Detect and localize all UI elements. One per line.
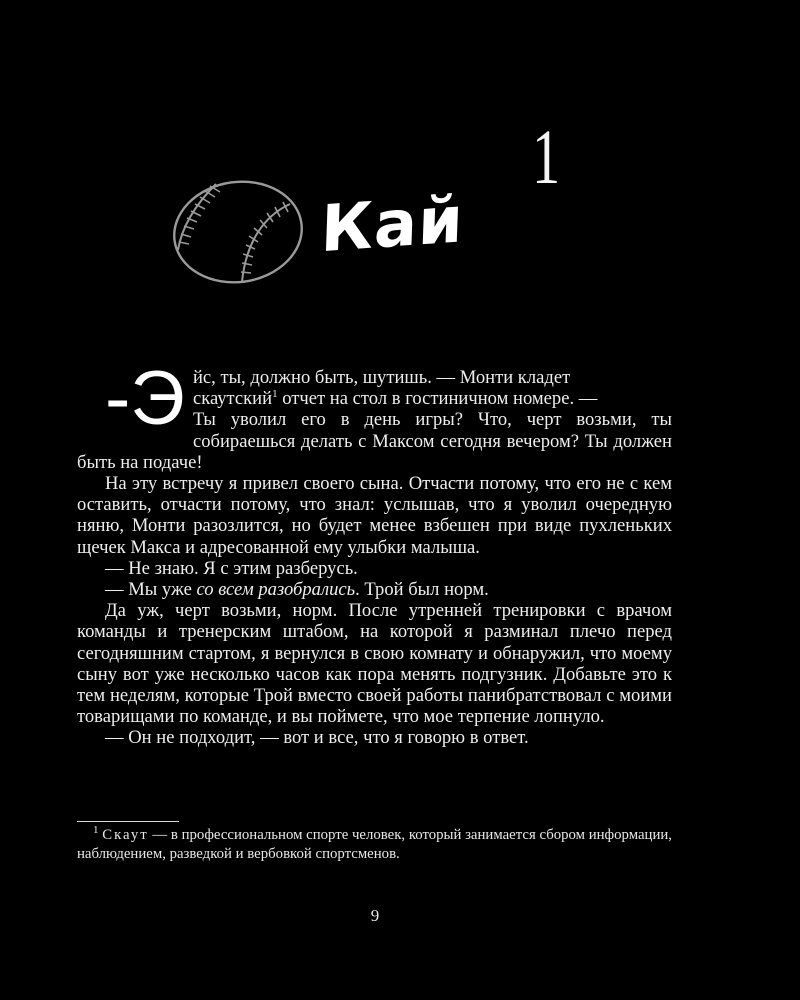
paragraph-6: — Он не подходит, — вот и все, что я говорю в ответ.	[105, 727, 529, 749]
paragraph-1-line-1: йс, ты, должно быть, шутишь. — Монти кладет	[192, 367, 571, 388]
page-number: 9	[370, 906, 380, 925]
chapter-title: Кай	[319, 182, 466, 268]
paragraph-4-before: — Мы уже	[105, 579, 197, 601]
paragraph-5: Да уж, черт возьми, норм. После утренней тренировки с врачом команды и тренерским штабом, на которой я разминал плечо перед сегодняшним стартом, я вернулся в свою комнату и обнаружил, что моему сыну вот уже несколько часов как пора менять подгузник. Добавьте это к тем неделям, которые Трой вместо своей работы панибратствовал с моими товарищами по команде, и вы поймете, что мое терпение лопнуло.	[77, 600, 672, 728]
paragraph-4-italic: со всем разобрались	[196, 579, 356, 601]
paragraph-1-rest: собираешься делать с Максом сегодня вечером? Ты должен быть на подаче!	[77, 430, 672, 473]
paragraph-1-line-2a: скаутский	[192, 388, 273, 410]
paragraph-2: На эту встречу я привел своего сына. Отчасти потому, что его не с кем оставить, отчасти потому, что знал: услышав, что я уволил очередную няню, Монти разозлится, но будет менее взбешен при виде пухленьких щечек Макса и адресованной ему улыбки малыша.	[77, 473, 672, 558]
footnote	[77, 826, 672, 864]
footnote-marker: 1	[272, 388, 278, 401]
chapter-number: 1	[532, 113, 561, 200]
paragraph-3: — Не знаю. Я с этим разберусь.	[105, 557, 358, 579]
footnote-term: Скаут	[102, 827, 149, 843]
paragraph-4-after: . Трой был норм.	[355, 579, 489, 601]
footnote-text: — в профессиональном спорте человек, который занимается сбором информации, наблюдением, разведкой и вербовкой спортсменов.	[77, 827, 672, 862]
chapter-body	[77, 356, 672, 749]
baseball-icon	[168, 176, 308, 288]
drop-cap: -Э	[105, 356, 185, 441]
paragraph-1	[77, 356, 672, 473]
footnote-number: 1	[93, 824, 99, 837]
paragraph-1-line-2b: отчет на стол в гостиничном номере. —	[277, 388, 598, 410]
footnote-divider	[77, 821, 179, 822]
paragraph-1-line-3: Ты уволил его в день игры? Что, черт возьми, ты	[192, 409, 672, 431]
paragraph-4	[77, 579, 672, 600]
